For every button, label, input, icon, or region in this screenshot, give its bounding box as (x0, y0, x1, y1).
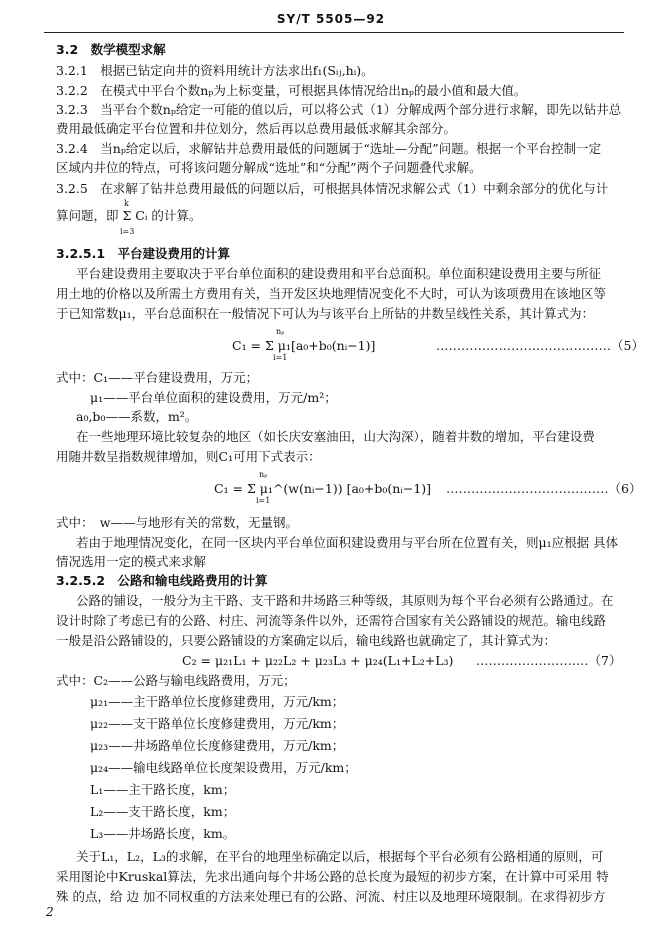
para-3-2-2: 3.2.2 在模式中平台个数nₚ为上标变量，可根据具体情况给出nₚ的最小值和最大值。 (56, 83, 527, 98)
para-3-2-4-line2: 区域内井位的特点，可将该问题分解成“选址”和“分配”两个子问题叠代求解。 (56, 160, 482, 175)
where-mu23: μ₂₃——井场路单位长度修建费用，万元/km； (90, 738, 345, 753)
where-mu1: μ₁——平台单位面积的建设费用，万元/m²； (90, 390, 337, 405)
eq6-lower-limit: i=1 (256, 496, 271, 505)
para-kruskal-line1: 关于L₁，L₂，L₃的求解，在平台的地理坐标确定以后，根据每个平台必须有公路相通的原则，可 (76, 849, 604, 864)
equation-6-number: …………………………………（6） (446, 481, 642, 496)
para-location-line1: 若由于地理情况变化，在同一区块内平台单位面积建设费用与平台所在位置有关，则μ₁应根据 具体 (76, 535, 619, 550)
para-location-line2: 情况选用一定的模式来求解 (56, 554, 207, 569)
equation-7-number: ………………………（7） (476, 653, 622, 668)
eq5-lower-limit: i=1 (273, 353, 288, 362)
equation-5: C₁ = Σ μ₁[a₀+b₀(nᵢ−1)] (232, 338, 376, 353)
sum-upper-limit: k (124, 199, 129, 208)
equation-6: C₁ = Σ μ₁^(w(nᵢ−1)) [a₀+b₀(nᵢ−1)] (214, 481, 432, 496)
para-road-line1: 公路的铺设，一般分为主干路、支干路和井场路三种等级，其原则为每个平台必须有公路通过。在 (76, 593, 614, 608)
where-c1: 式中：C₁——平台建设费用，万元； (56, 370, 259, 385)
where-mu24: μ₂₄——输电线路单位长度架设费用，万元/km； (90, 760, 357, 775)
where-c2: 式中：C₂——公路与输电线路费用，万元； (56, 673, 296, 688)
eq5-upper-limit: nₚ (276, 327, 285, 336)
para-complex-terrain-line1: 在一些地理环境比较复杂的地区（如长庆安塞油田，山大沟深），随着井数的增加，平台建设费 (76, 429, 595, 444)
para-platform-cost-line1: 平台建设费用主要取决于平台单位面积的建设费用和平台总面积。单位面积建设费用主要与所征 (76, 266, 602, 281)
para-platform-cost-line3: 于已知常数μ₁，平台总面积在一般情况下可认为与该平台上所钻的井数呈线性关系，其计算式为： (56, 306, 595, 321)
para-3-2-4-line1: 3.2.4 当nₚ给定以后，求解钻井总费用最低的问题属于“选址—分配”问题。根据一个平台控制一定 (56, 141, 602, 156)
para-3-2-5-line2: 算问题，即 Σ Cᵢ 的计算。 (56, 208, 202, 223)
equation-7: C₂ = μ₂₁L₁ + μ₂₂L₂ + μ₂₃L₃ + μ₂₄(L₁+L₂+L₃) (182, 653, 454, 668)
sum-lower-limit: i=3 (120, 227, 135, 236)
para-complex-terrain-line2: 用随井数呈指数规律增加，则C₁可用下式表示： (56, 449, 321, 464)
where-w: 式中： w——与地形有关的常数，无量钢。 (56, 515, 298, 530)
section-3-2-heading: 3.2 数学模型求解 (56, 42, 166, 57)
where-mu21: μ₂₁——主干路单位长度修建费用，万元/km； (90, 694, 345, 709)
eq6-upper-limit: nₚ (259, 470, 268, 479)
para-3-2-3-line1: 3.2.3 当平台个数nₚ给定一可能的值以后，可以将公式（1）分解成两个部分进行求解，即先以钻井总 (56, 102, 622, 117)
where-a0-b0: a₀,b₀——系数，m²。 (76, 409, 198, 424)
para-road-line3: 一般是沿公路铺设的，只要公路铺设的方案确定以后，输电线路也就确定了，其计算式为： (56, 633, 557, 648)
standard-code-header: SY/T 5505—92 (276, 12, 386, 26)
para-3-2-5-line1: 3.2.5 在求解了钻井总费用最低的问题以后，可根据具体情况求解公式（1）中剩余部分的优化与计 (56, 181, 609, 196)
para-kruskal-line3: 殊 的点，给 边 加不同权重的方法来处理已有的公路、河流、村庄以及地理环境限制。在求得初步方 (56, 889, 606, 904)
equation-5-number: ……………………………………（5） (436, 338, 644, 353)
page-number: 2 (46, 905, 54, 919)
section-3-2-5-2-heading: 3.2.5.2 公路和输电线路费用的计算 (56, 573, 268, 588)
para-3-2-3-line2: 费用最低确定平台位置和井位划分，然后再以总费用最低求解其余部分。 (56, 121, 457, 136)
section-3-2-5-1-heading: 3.2.5.1 平台建设费用的计算 (56, 246, 231, 261)
para-road-line2: 设计时除了考虑已有的公路、村庄、河流等条件以外，还需符合国家有关公路铺设的规范。输电线路 (56, 613, 607, 628)
para-3-2-1: 3.2.1 根据已钻定向井的资料用统计方法求出f₁(Sᵢⱼ,hᵢ)。 (56, 63, 374, 78)
header-rule (44, 32, 624, 33)
where-l2: L₂——支干路长度，km； (90, 804, 236, 819)
where-l1: L₁——主干路长度，km； (90, 782, 236, 797)
para-kruskal-line2: 采用图论中Kruskal算法，先求出通向每个井场公路的总长度为最短的初步方案，在计算中可采用 特 (56, 869, 609, 884)
where-l3: L₃——井场路长度，km。 (90, 826, 236, 841)
where-mu22: μ₂₂——支干路单位长度修建费用，万元/km； (90, 716, 345, 731)
para-platform-cost-line2: 用土地的价格以及所需土方费用有关，当开发区块地理情况变化不大时，可认为该项费用在该地区等 (56, 286, 607, 301)
